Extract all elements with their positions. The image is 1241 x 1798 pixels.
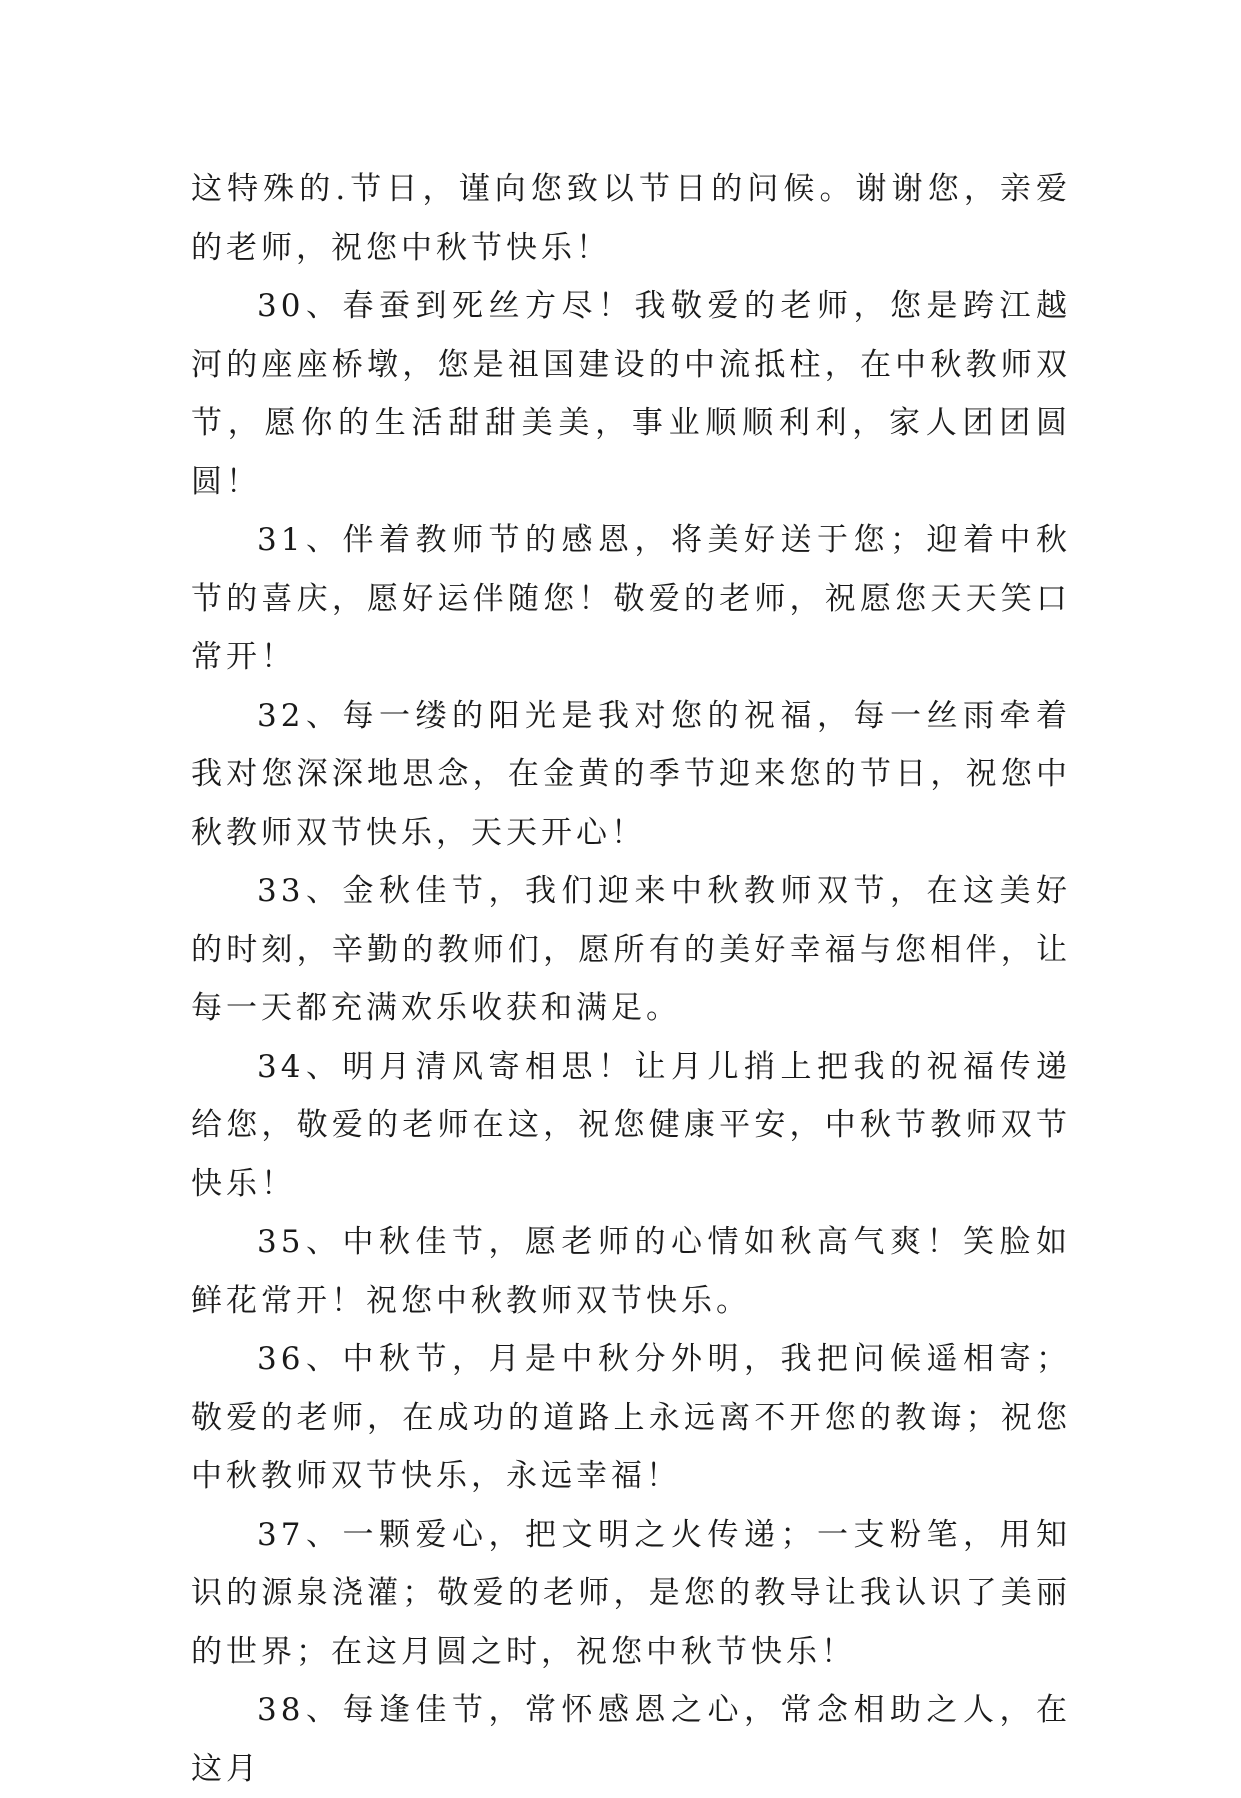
- paragraph: 这特殊的.节日，谨向您致以节日的问候。谢谢您，亲爱的老师，祝您中秋节快乐！: [191, 171, 1071, 266]
- paragraph: 33、金秋佳节，我们迎来中秋教师双节，在这美好的时刻，辛勤的教师们，愿所有的美好幸福与您相伴，让每一天都充满欢乐收获和满足。: [191, 873, 1071, 1026]
- paragraph: 31、伴着教师节的感恩，将美好送于您；迎着中秋节的喜庆，愿好运伴随您！敬爱的老师，祝愿您天天笑口常开！: [191, 522, 1071, 675]
- document-body: [191, 160, 1071, 1798]
- paragraph: 30、春蚕到死丝方尽！我敬爱的老师，您是跨江越河的座座桥墩，您是祖国建设的中流抵柱，在中秋教师双节，愿你的生活甜甜美美，事业顺顺利利，家人团团圆圆！: [191, 288, 1071, 500]
- paragraph: 34、明月清风寄相思！让月儿捎上把我的祝福传递给您，敬爱的老师在这，祝您健康平安，中秋节教师双节快乐！: [191, 1048, 1071, 1202]
- paragraph: 35、中秋佳节，愿老师的心情如秋高气爽！笑脸如鲜花常开！祝您中秋教师双节快乐。: [191, 1224, 1071, 1319]
- paragraph: 32、每一缕的阳光是我对您的祝福，每一丝雨牵着我对您深深地思念，在金黄的季节迎来您的节日，祝您中秋教师双节快乐，天天开心！: [191, 697, 1071, 851]
- paragraph: 38、每逢佳节，常怀感恩之心，常念相助之人，在这月: [191, 1692, 1071, 1787]
- paragraph: 37、一颗爱心，把文明之火传递；一支粉笔，用知识的源泉浇灌；敬爱的老师，是您的教导让我认识了美丽的世界；在这月圆之时，祝您中秋节快乐！: [191, 1516, 1071, 1670]
- paragraph: 36、中秋节，月是中秋分外明，我把问候遥相寄；敬爱的老师，在成功的道路上永远离不开您的教诲；祝您中秋教师双节快乐，永远幸福！: [191, 1341, 1071, 1494]
